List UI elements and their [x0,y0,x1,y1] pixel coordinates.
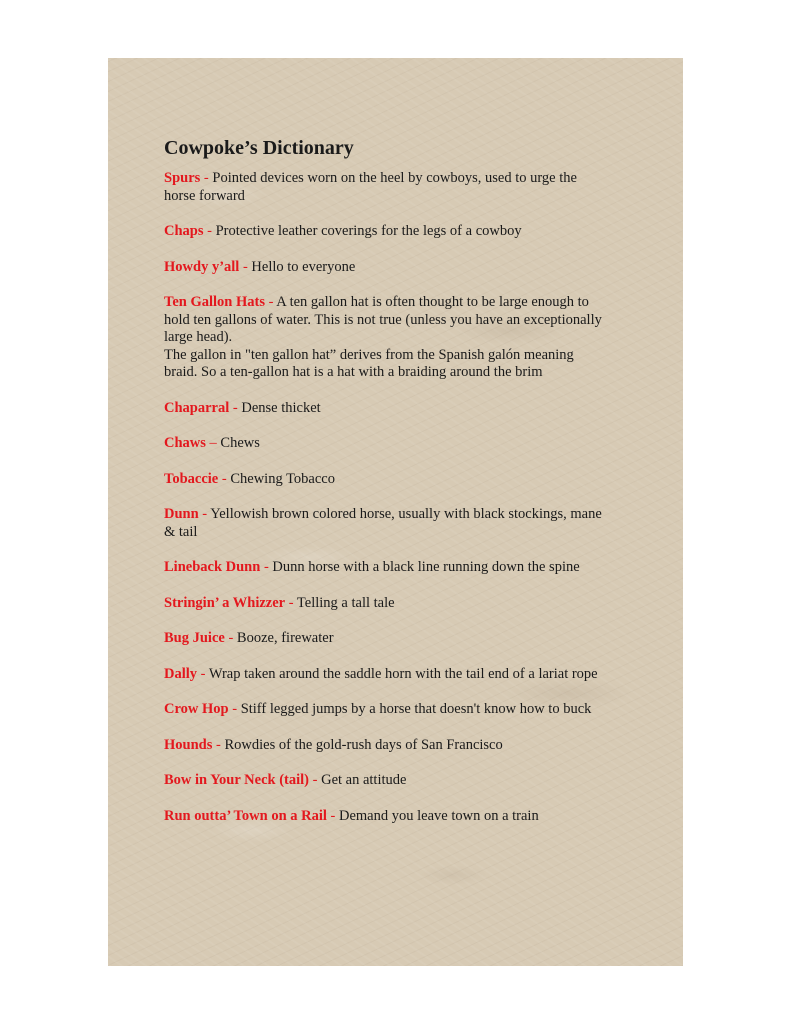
entry-term: Tobaccie [164,470,219,487]
entry-definition: A ten gallon hat is often thought to be large enough to hold ten gallons of water. This is not true (unless you have an exceptionally large head). [164,294,602,345]
entry-term: Dally [164,665,198,682]
dictionary-entry [164,772,604,790]
entry-definition: Dense thicket [241,399,321,416]
entry-definition: Chewing Tobacco [230,470,335,487]
entry-separator: - [200,170,213,186]
dictionary-entry [164,294,604,382]
entry-definition: Chews [220,435,260,451]
entry-separator: - [197,665,209,682]
dictionary-entry [164,435,604,453]
dictionary-entry [164,471,604,489]
dictionary-entry [164,223,604,241]
entry-term: Dunn [164,506,199,522]
entry-term: Lineback Dunn [164,559,261,575]
entry-separator: - [229,399,242,416]
entry-definition-continued: The gallon in "ten gallon hat” derives from the Spanish galón meaning braid. So a ten-gallon hat is a hat with a braiding around the brim [164,346,574,380]
entry-term: Bow in Your Neck (tail) [164,772,309,788]
entry-term: Ten Gallon Hats [164,294,265,310]
entry-definition: Stiff legged jumps by a horse that doesn't know how to buck [240,701,592,717]
entry-separator: - [228,701,241,717]
dictionary-entry [164,259,604,277]
entry-term: Hounds [164,736,213,753]
entry-term: Howdy y’all [164,258,240,275]
entry-separator: - [285,594,297,611]
entry-term: Crow Hop [164,701,229,717]
entry-definition: Booze, firewater [236,630,334,646]
entry-separator: - [224,630,237,646]
entry-separator: - [218,470,231,487]
entry-term: Chaparral [164,399,230,416]
entry-term: Stringin’ a Whizzer [164,594,286,611]
entry-term: Run outta’ Town on a Rail [164,807,327,824]
dictionary-entry [164,701,604,719]
dictionary-entry [164,506,604,541]
entry-definition: Get an attitude [321,772,407,788]
dictionary-content [164,136,604,843]
entry-definition: Wrap taken around the saddle horn with the tail end of a lariat rope [208,665,598,682]
dictionary-entry [164,630,604,648]
entry-separator: - [212,736,225,753]
entry-definition: Rowdies of the gold-rush days of San Francisco [224,736,503,753]
dictionary-entry [164,170,604,205]
entry-separator: - [239,258,252,275]
entry-separator: - [326,807,339,824]
dictionary-entry [164,737,604,755]
entry-definition: Hello to everyone [251,258,356,275]
entry-term: Chaws [164,435,206,451]
entry-definition: Demand you leave town on a train [339,807,539,824]
dictionary-entry [164,400,604,418]
dictionary-entry [164,595,604,613]
entry-definition: Telling a tall tale [296,594,395,611]
entry-definition: Dunn horse with a black line running down the spine [272,559,580,575]
entry-separator: - [309,772,322,788]
entry-definition: Pointed devices worn on the heel by cowboys, used to urge the horse forward [164,170,577,204]
entry-term: Bug Juice [164,630,225,646]
page-title: Cowpoke’s Dictionary [164,137,354,159]
entry-definition: Yellowish brown colored horse, usually with black stockings, mane & tail [164,506,602,540]
entry-separator: – [205,435,221,451]
dictionary-entry [164,559,604,577]
parchment-page [108,58,683,966]
entry-definition: Protective leather coverings for the legs of a cowboy [215,223,522,239]
entry-separator: - [203,223,216,239]
entry-term: Spurs [164,170,201,186]
entry-term: Chaps [164,223,204,239]
entry-separator: - [198,506,211,522]
dictionary-entry [164,666,604,684]
entry-separator: - [260,559,273,575]
dictionary-entry [164,808,604,826]
entry-separator: - [265,294,277,310]
